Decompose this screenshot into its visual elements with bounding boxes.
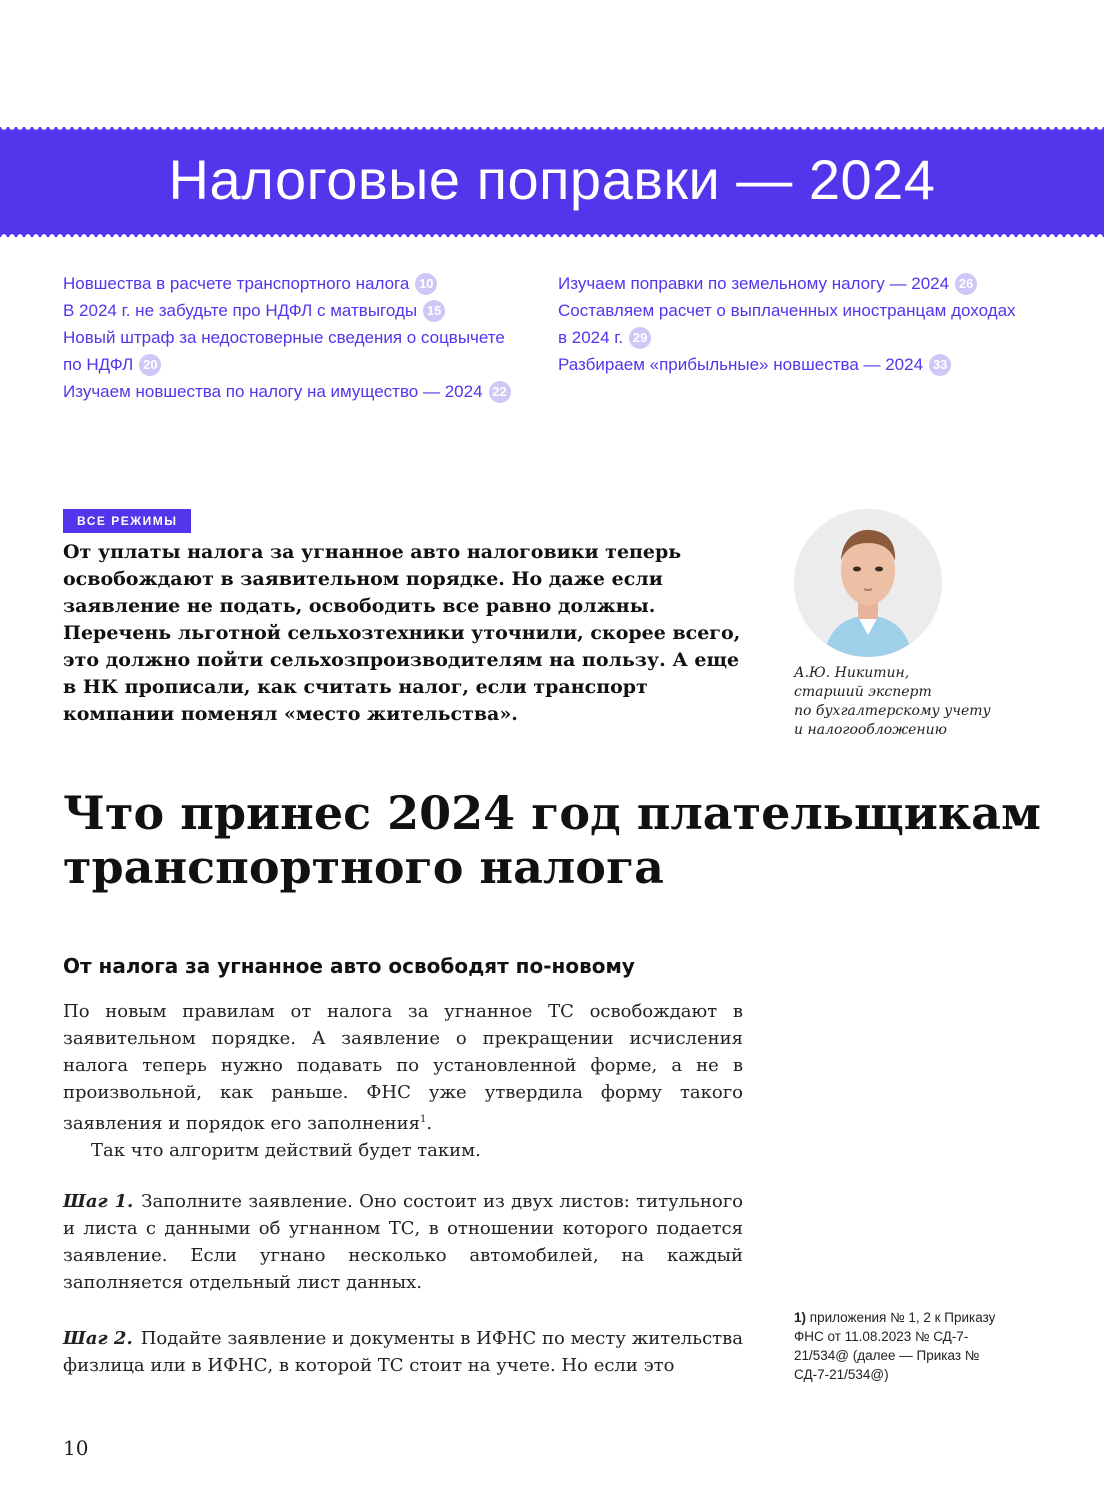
toc-page-badge: 29 [629,327,651,349]
footnote [794,1308,1004,1384]
toc-page-badge: 20 [139,354,161,376]
toc-page-badge: 10 [415,273,437,295]
toc-page-badge: 26 [955,273,977,295]
article-lead: От уплаты налога за угнанное авто налоговики теперь освобождают в заявительном порядке. Но даже если заявление не подать, освободить все равно должны. Перечень льготной сельхозтехники уточнили, скорее всего, это должно пойти сельхозпроизводителям на пользу. А еще в НК прописали, как считать налог, если транспорт компании поменял «место жительства». [63,541,741,725]
toc-link[interactable]: Изучаем новшества по налогу на имущество — 2024 22 [63,378,543,405]
toc-link[interactable]: В 2024 г. не забудьте про НДФЛ с матвыгоды 15 [63,297,543,324]
toc-link[interactable]: Изучаем поправки по земельному налогу — 2024 26 [558,270,1038,297]
body-paragraph: По новым правилам от налога за угнанное ТС освобождают в заявительном порядке. А заявление о прекращении исчисления налога теперь нужно подавать по установленной форме, а не в произвольной, как раньше. ФНС уже утвердила форму такого заявления и порядок его заполнения$^1$. Так что алгоритм действий будет таким. [63,998,743,1164]
toc-link[interactable]: Разбираем «прибыльные» новшества — 2024 33 [558,351,1038,378]
article-title: Что принес 2024 год плательщикам транспортного налога [63,786,1041,894]
author-title-line: и налогообложению [794,722,947,738]
author-name: А.Ю. Никитин, [794,665,910,681]
author-title: старший эксперт [794,684,932,700]
toc-page-badge: 33 [929,354,951,376]
toc-link[interactable]: Составляем расчет о выплаченных иностранцам доходах в 2024 г. 29 [558,301,1016,347]
banner-title: Налоговые поправки — 2024 [168,148,936,211]
step-1-paragraph: Шаг 1. Заполните заявление. Оно состоит из двух листов: титульного и листа с данными об угнанном ТС, в отношении которого подается заявление. Если угнано несколько автомобилей, на каждый заполняется отдельный лист данных. [63,1191,743,1293]
category-tag: ВСЕ РЕЖИМЫ [63,509,191,533]
section-banner [0,127,1104,237]
page-number: 10 [63,1436,89,1460]
toc-right-column [558,270,1038,378]
section-subheading: От налога за угнанное авто освободят по-новому [63,954,635,978]
body-paragraph: Так что алгоритм действий будет таким. [91,1140,481,1161]
step-label: Шаг 2. [63,1328,133,1349]
footnote-text: приложения № 1, 2 к Приказу ФНС от 11.08.2023 № СД-7-21/534@ (далее — Приказ № СД-7-21/534@) [794,1310,996,1382]
banner-scalloped-edge-bottom [0,231,1104,237]
banner-scalloped-edge-top [0,127,1104,133]
toc-left-column [63,270,543,405]
step-label: Шаг 1. [63,1191,134,1212]
step-2-paragraph: Шаг 2. Подайте заявление и документы в ИФНС по месту жительства физлица или в ИФНС, в которой ТС стоит на учете. Но если это [63,1328,744,1376]
author-caption [794,664,1054,740]
toc-link[interactable]: Новшества в расчете транспортного налога 10 [63,270,543,297]
toc-page-badge: 15 [423,300,445,322]
footnote-number: 1) [794,1310,807,1325]
author-title-line: по бухгалтерскому учету [794,703,991,719]
toc-page-badge: 22 [489,381,511,403]
toc-link[interactable]: Новый штраф за недостоверные сведения о соцвычете по НДФЛ 20 [63,328,505,374]
footnote-ref[interactable]: 1 [419,1114,427,1125]
author-portrait-icon [794,509,942,657]
author-photo [794,509,942,657]
